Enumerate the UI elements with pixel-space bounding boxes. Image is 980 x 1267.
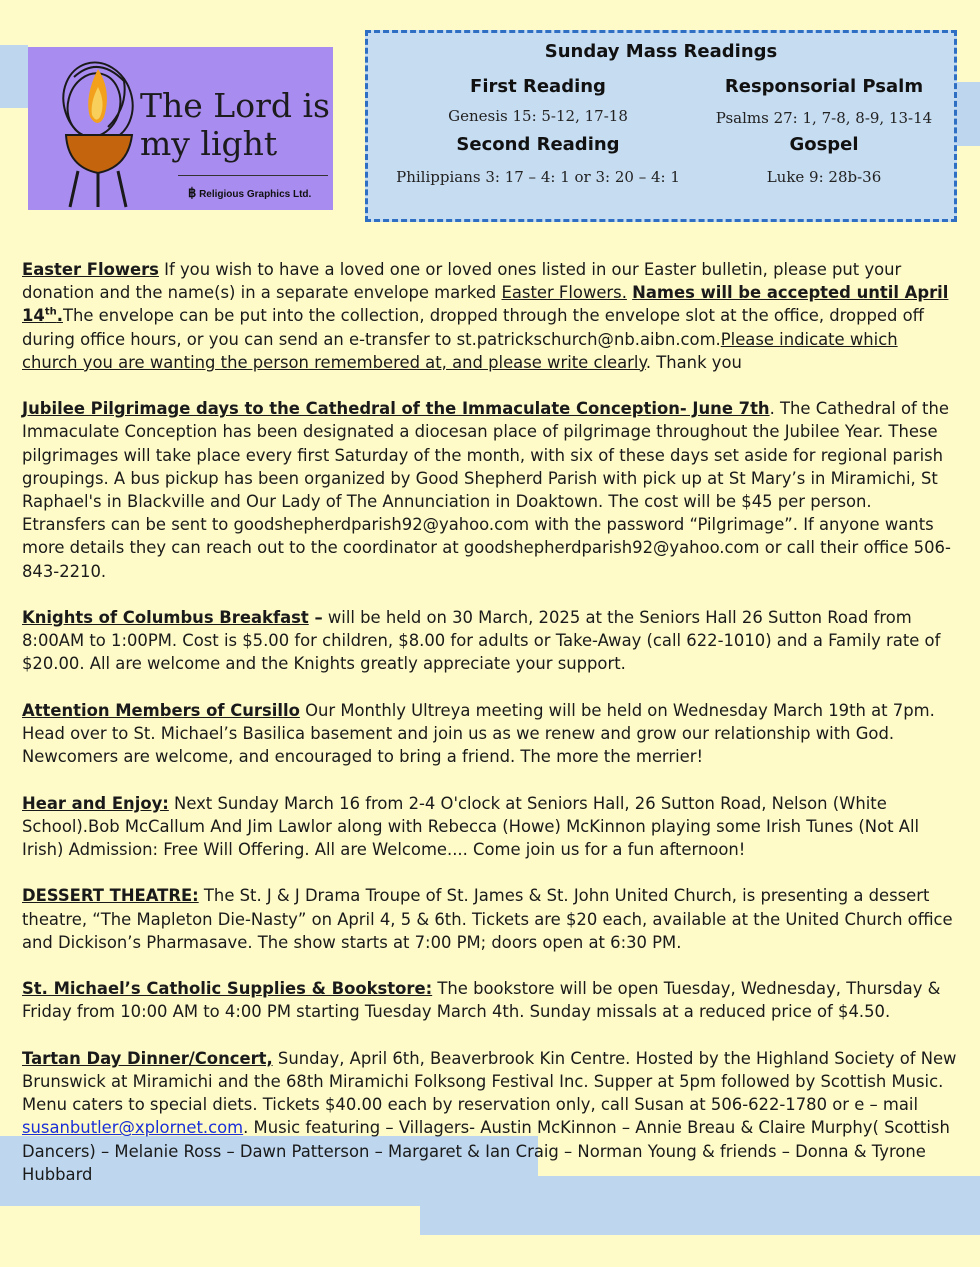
logo-publisher: ฿ Religious Graphics Ltd. (188, 185, 312, 200)
bookstore-notice: St. Michael’s Catholic Supplies & Bookstore: The bookstore will be open Tuesday, Wednesday, Thursday & Friday from 10:00 AM to 4:00 PM starting Tuesday March 4th. Sunday missals at a reduced price of $4.50. (22, 979, 941, 1022)
gospel (708, 134, 940, 186)
psalm-label: Responsorial Psalm (724, 76, 924, 97)
cursillo-heading: Attention Members of Cursillo (22, 700, 300, 720)
knights-notice: Knights of Columbus Breakfast – will be held on 30 March, 2025 at the Seniors Hall 26 Sutton Road from 8:00AM to 1:00PM. Cost is $5.00 for children, $8.00 for adults or Take-Away (call 622-1010) and a Family rate of $20.00. All are welcome and the Knights greatly appreciate your support. (22, 608, 941, 674)
easter-flowers-notice: Easter Flowers If you wish to have a loved one or loved ones listed in our Easter bulletin, please put your donation and the name(s) in a separate envelope marked Easter Flowers. Names will be accepted until April 14th.The envelope can be put into the collection, dropped through the envelope slot at the office, dropped off during office hours, or you can send an e-transfer to st.patrickschurch@nb.aibn.com.Please indicate which church you are wanting the person remembered at, and please write clearly. Thank you (22, 260, 949, 372)
publisher-mark-icon: ฿ (188, 185, 197, 200)
flame-lamp-icon (28, 47, 148, 210)
tartan-day-notice: Tartan Day Dinner/Concert, Sunday, April 6th, Beaverbrook Kin Centre. Hosted by the Highland Society of New Brunswick at Miramichi and the 68th Miramichi Folksong Festival Inc. Supper at 5pm followed by Scottish Music. Menu caters to special diets. Tickets $40.00 each by reservation only, call Susan at 506-622-1780 or e – mail susanbutler@xplornet.com. Music featuring – Villagers- Austin McKinnon – Annie Breau & Claire Murphy( Scottish Dancers) – Melanie Ross – Dawn Patterson – Margaret & Ian Craig – Norman Young & friends – Donna & Tyrone Hubbard (22, 1048, 957, 1184)
cursillo-notice: Attention Members of Cursillo Our Monthly Ultreya meeting will be held on Wednesday March 19th at 7pm. Head over to St. Michael’s Basilica basement and join us as we renew and grow our relationship with God. Newcomers are welcome, and encouraged to bring a friend. The more the merrier! (22, 700, 935, 767)
easter-heading: Easter Flowers (22, 260, 159, 279)
email-link[interactable]: susanbutler@xplornet.com (22, 1118, 244, 1138)
readings-heading: Sunday Mass Readings (544, 41, 778, 62)
second-reading (368, 134, 708, 186)
gospel-label: Gospel (789, 134, 859, 155)
logo-rule (178, 175, 328, 176)
second-reading-label: Second Reading (456, 134, 620, 155)
jubilee-notice: Jubilee Pilgrimage days to the Cathedral of the Immaculate Conception- June 7th. The Cathedral of the Immaculate Conception has been designated a diocesan place of pilgrimage throughout the Jubilee Year. These pilgrimages will take place every first Saturday of the month, with six of these days set aside for regional parish groupings. A bus pickup has been organized by Good Shepherd Parish with pick up at St Mary’s in Miramichi, St Raphael's in Blackville and Our Lady of The Annunciation in Doaktown. The cost will be $45 per person. Etransfers can be sent to goodshepherdparish92@yahoo.com with the password “Pilgrimage”. If anyone wants more details they can reach out to the coordinator at goodshepherdparish92@yahoo.com or call their office 506-843-2210. (22, 399, 951, 581)
first-reading (368, 76, 708, 125)
first-reading-ref: Genesis 15: 5-12, 17-18 (448, 107, 628, 125)
first-reading-label: First Reading (470, 76, 606, 97)
psalm-ref: Psalms 27: 1, 7-8, 8-9, 13-14 (715, 109, 933, 127)
bookstore-heading: St. Michael’s Catholic Supplies & Bookstore: (22, 979, 433, 999)
easter-envelope-label: Easter Flowers. (501, 283, 627, 303)
background-band-top-right (957, 82, 980, 146)
easter-deadline: Names will be accepted until April 14th. (22, 283, 949, 326)
announcements (22, 258, 958, 1209)
logo-title: The Lord is my light (140, 86, 330, 163)
tartan-heading: Tartan Day Dinner/Concert, (22, 1048, 273, 1068)
jubilee-heading: Jubilee Pilgrimage days to the Cathedral of the Immaculate Conception- June 7th (22, 399, 770, 419)
responsorial-psalm (708, 76, 940, 127)
dessert-theatre-notice: DESSERT THEATRE: The St. J & J Drama Troupe of St. James & St. John United Church, is presenting a dessert theatre, “The Mapleton Die-Nasty” on April 4, 5 & 6th. Tickets are $20 each, available at the United Church office and Dickison’s Pharmasave. The show starts at 7:00 PM; doors open at 6:30 PM. (22, 886, 953, 952)
second-reading-ref: Philippians 3: 17 – 4: 1 or 3: 20 – 4: 1 (396, 168, 680, 186)
hear-enjoy-notice: Hear and Enjoy: Next Sunday March 16 from 2-4 O'clock at Seniors Hall, 26 Sutton Road, Nelson (White School).Bob McCallum And Jim Lawlor along with Rebecca (Howe) McKinnon playing some Irish Tunes (Not All Irish) Admission: Free Will Offering. All are Welcome.... Come join us for a fun afternoon! (22, 793, 920, 860)
knights-heading: Knights of Columbus Breakfast (22, 608, 309, 628)
logo-banner (28, 47, 333, 210)
gospel-ref: Luke 9: 28b-36 (766, 168, 882, 186)
background-band-top-left (0, 45, 28, 108)
dessert-heading: DESSERT THEATRE: (22, 886, 199, 906)
hear-heading: Hear and Enjoy: (22, 793, 169, 813)
mass-readings-box (365, 30, 957, 222)
easter-instruction: Please indicate which church you are wanting the person remembered at, and please write clearly (22, 329, 898, 372)
